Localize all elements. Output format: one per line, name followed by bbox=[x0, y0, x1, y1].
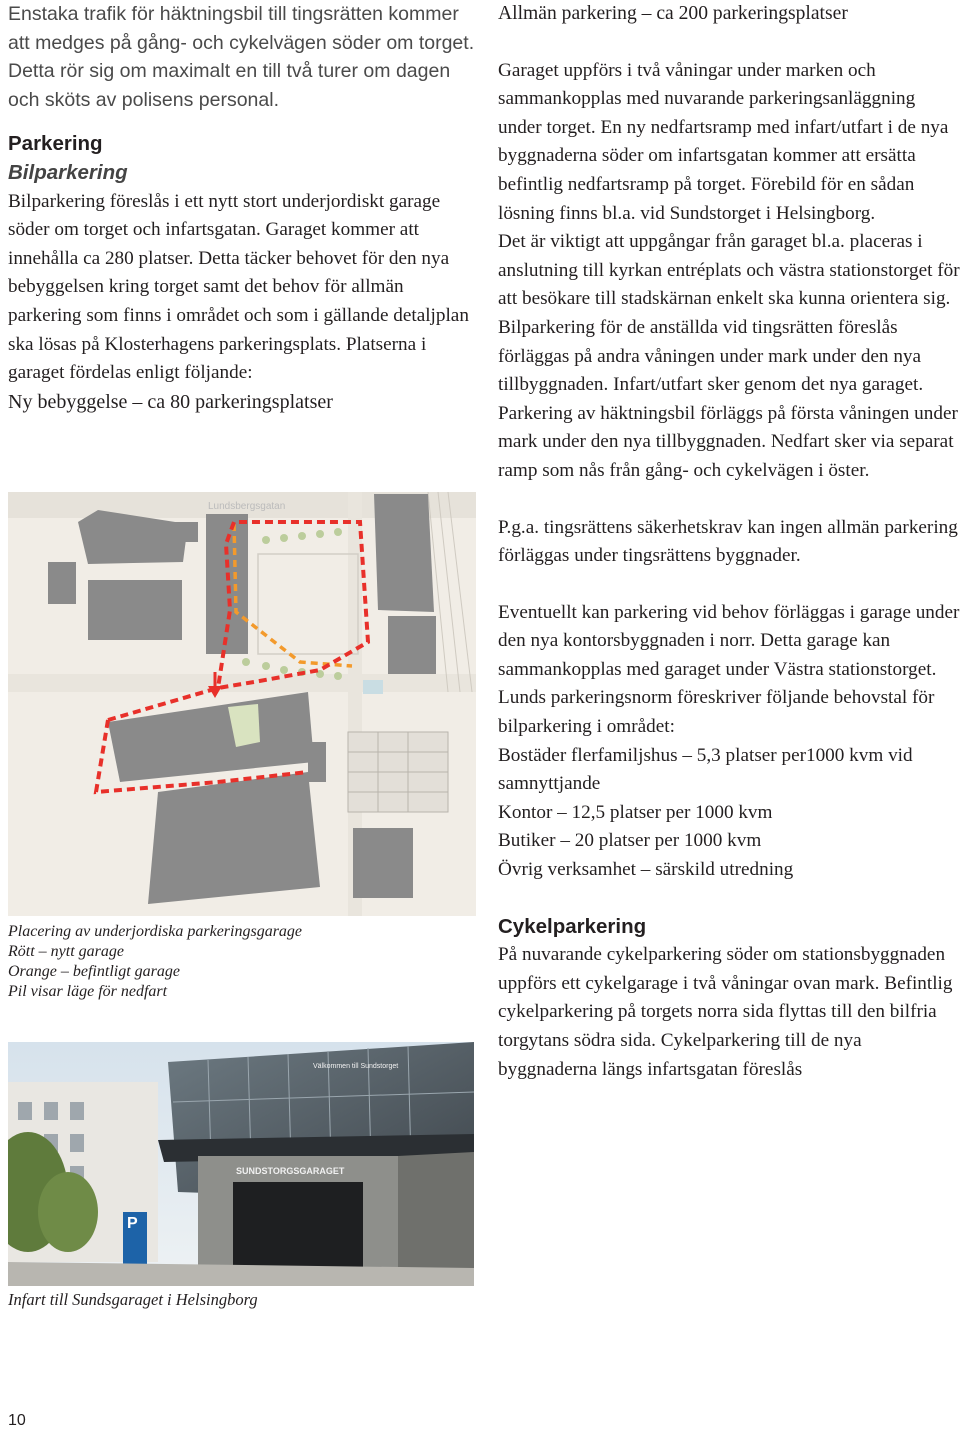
list-item-ny-bebyggelse: Ny bebyggelse – ca 80 parkeringsplatser bbox=[8, 390, 333, 413]
map-caption-line-4: Pil visar läge för nedfart bbox=[8, 983, 168, 1000]
norm-ovrig: Övrig verksamhet – särskild utredning bbox=[498, 859, 794, 881]
allman-parkering-line: Allmän parkering – ca 200 parkeringsplatser bbox=[498, 3, 848, 24]
garage-paragraph: Garaget uppförs i två våningar under marken och sammankopplas med nuvarande parkeringsanläggning under torget. En ny nedfartsramp med infart/utfart i de nya byggnaderna söder om infartsgatan kommer att ersätta befintlig nedfartsramp på torget. Förebild för en sådan lösning finns bl.a. vid Sundstorget i Helsingborg. bbox=[498, 59, 949, 224]
site-map bbox=[8, 492, 476, 916]
page-number: 10 bbox=[8, 1412, 26, 1429]
cykelparkering-paragraph: På nuvarande cykelparkering söder om stationsbyggnaden uppförs ett cykelgarage i två våningar ovan mark. Befintlig cykelparkering på torgets norra sida flyttas till den bilfria torgytans södra sida. Cykelparkering till de nya byggnaderna längs infartsgatan föreslås bbox=[498, 944, 953, 1080]
photo-sign-text: SUNDSTORGSGARAGET bbox=[236, 1166, 345, 1176]
kontor-garage-paragraph: Eventuellt kan parkering vid behov förläggas i garage under den nya kontorsbyggnaden i norr. Detta garage kan sammankopplas med garaget under Västra stationstorget. bbox=[498, 601, 960, 680]
photo-caption: Infart till Sundsgaraget i Helsingborg bbox=[8, 1290, 258, 1309]
anstallda-paragraph: Bilparkering för de anställda vid tingsrätten föreslås förläggas på andra våningen under mark under den nya tillbyggnaden. Infart/utfart sker genom det nya garaget. Parkering av häktningsbil förläggs på första våningen under mark under den nya tillbyggnaden. Nedfart sker via separat ramp som nås från gång- och cykelvägen i öster. bbox=[498, 316, 958, 481]
right-column bbox=[498, 0, 960, 1084]
sakerhet-paragraph: P.g.a. tingsrättens säkerhetskrav kan ingen allmän parkering förläggas under tingsrättens byggnader. bbox=[498, 516, 958, 567]
norm-kontor: Kontor – 12,5 platser per 1000 kvm bbox=[498, 801, 773, 823]
map-caption-line-2: Rött – nytt garage bbox=[8, 943, 124, 960]
parkeringsnorm-paragraph: Lunds parkeringsnorm föreskriver följande behovstal för bilparkering i området: bbox=[498, 687, 935, 738]
garage-entrance-photo bbox=[8, 1042, 474, 1286]
uppgangar-paragraph: Det är viktigt att uppgångar från garaget bl.a. placeras i anslutning till kyrkan entréplats och västra stationstorget för att besökare till stadskärnan enkelt ska kunna orientera sig. bbox=[498, 231, 960, 310]
norm-butiker: Butiker – 20 platser per 1000 kvm bbox=[498, 830, 762, 852]
map-caption-line-1: Placering av underjordiska parkeringsgarage bbox=[8, 923, 303, 940]
subheading-bilparkering: Bilparkering bbox=[8, 160, 128, 184]
section-heading-cykelparkering: Cykelparkering bbox=[498, 914, 647, 938]
photo-banner-text: Välkommen till Sundstorget bbox=[313, 1063, 399, 1070]
intro-paragraph: Enstaka trafik för häktningsbil till tingsrätten kommer att medges på gång- och cykelvägen söder om torget. Detta rör sig om maximalt en till två turer om dagen och sköts av polisens personal. bbox=[8, 3, 475, 111]
bilparkering-paragraph: Bilparkering föreslås i ett nytt stort underjordiskt garage söder om torget och infartsgatan. Garaget kommer att innehålla ca 280 platser. Detta täcker behovet för den nya bebyggelsen kring torget samt det behov för allmän parkering som finns i området och som i gällande detaljplan ska lösas på Klosterhagens parkeringsplats. Platserna i garaget fördelas enligt följande: bbox=[8, 190, 469, 384]
map-street-label: Lundsbergsgatan bbox=[208, 501, 286, 512]
svg-text:P: P bbox=[127, 1215, 138, 1232]
norm-bostader: Bostäder flerfamiljshus – 5,3 platser per1000 kvm vid samnyttjande bbox=[498, 744, 913, 795]
map-caption-line-3: Orange – befintligt garage bbox=[8, 963, 180, 980]
map-caption bbox=[8, 922, 478, 1002]
section-heading-parkering: Parkering bbox=[8, 132, 103, 156]
left-column bbox=[8, 0, 480, 416]
